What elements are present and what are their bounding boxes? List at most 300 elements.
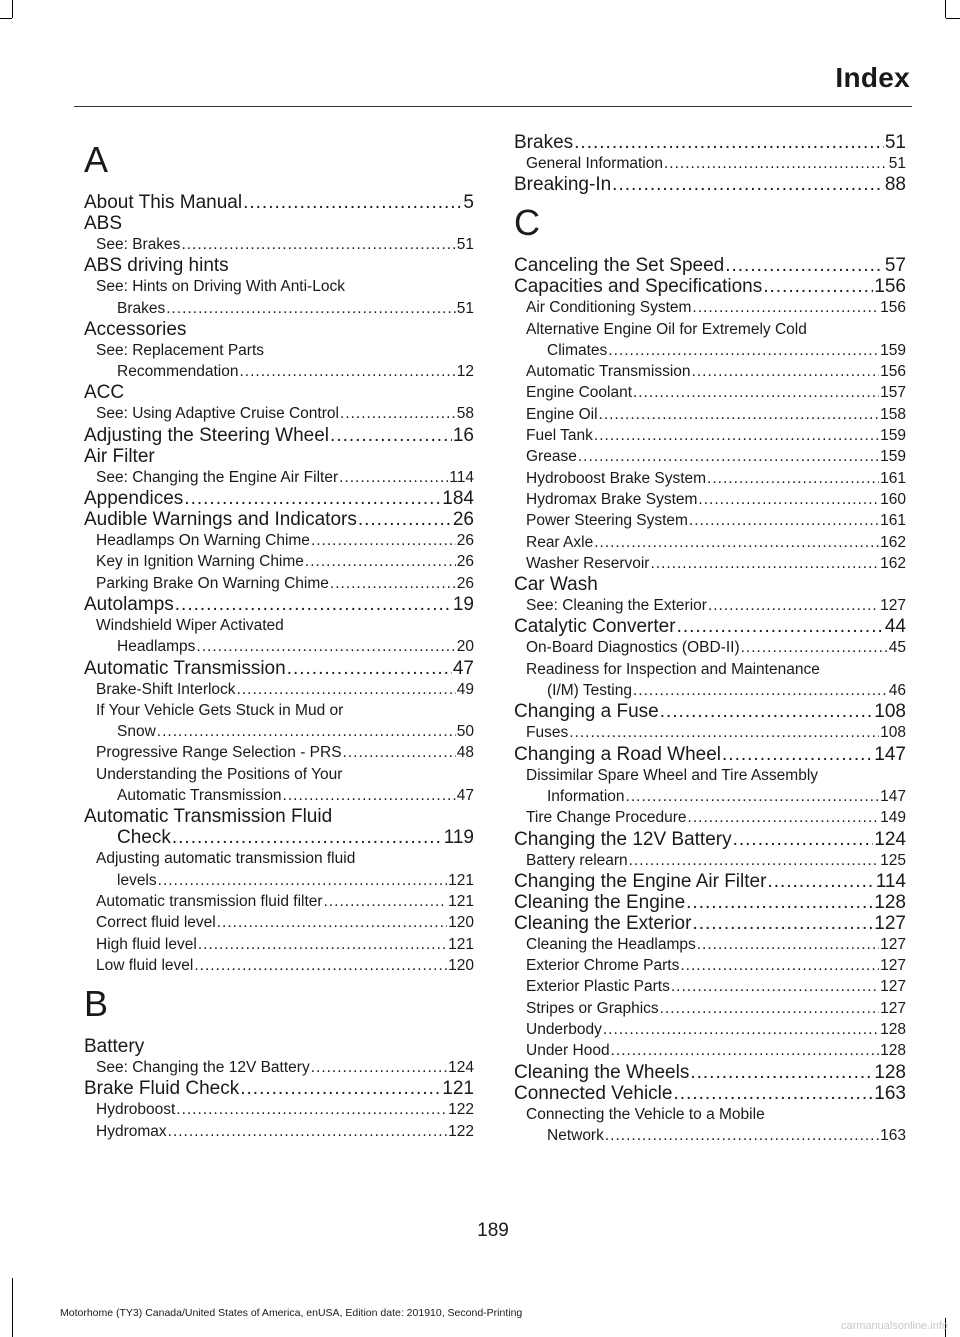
entry-label: Low fluid level [96, 956, 194, 974]
index-subentry[interactable] [514, 404, 906, 425]
dot-leader [629, 850, 879, 866]
entry-page-number: 108 [880, 724, 906, 742]
index-subentry[interactable] [514, 595, 906, 616]
dot-leader [305, 551, 456, 567]
entry-page-number: 159 [880, 448, 906, 466]
entry-label: Cleaning the Engine [514, 891, 686, 913]
index-subentry[interactable] [84, 361, 474, 382]
index-subentry[interactable] [514, 1040, 906, 1061]
entry-page-number: 156 [880, 363, 906, 381]
entry-label: levels [117, 871, 157, 889]
index-entry[interactable] [514, 913, 906, 934]
dot-leader [578, 446, 879, 462]
index-column-right [514, 132, 906, 1146]
dot-leader [612, 174, 884, 193]
entry-page-number: 160 [880, 490, 906, 508]
dot-leader [664, 153, 888, 169]
entry-page-number: 51 [456, 299, 474, 317]
entry-label: Brakes [117, 299, 166, 317]
entry-page-number: 49 [456, 680, 474, 698]
entry-page-number: 114 [875, 870, 906, 892]
entry-page-number: 46 [888, 682, 906, 700]
index-entry[interactable] [84, 1078, 474, 1099]
index-subentry[interactable] [84, 891, 474, 912]
index-subentry[interactable] [84, 1121, 474, 1142]
entry-label: (I/M) Testing [547, 682, 632, 700]
crop-mark [0, 18, 12, 19]
page-title: Index [835, 62, 910, 93]
index-entry[interactable] [514, 616, 906, 637]
entry-page-number: 26 [456, 574, 474, 592]
entry-label: See: Brakes [96, 236, 181, 253]
dot-leader [184, 488, 441, 507]
index-entry[interactable] [84, 827, 474, 848]
entry-page-number: 156 [880, 299, 906, 317]
index-entry[interactable] [514, 829, 906, 850]
entry-page-number: 127 [880, 978, 906, 996]
dot-leader [158, 870, 447, 886]
entry-label: Stripes or Graphics [526, 999, 659, 1017]
entry-label: Key in Ignition Warning Chime [96, 553, 304, 571]
entry-page-number: 57 [884, 255, 906, 277]
entry-page-number: 122 [448, 1101, 474, 1119]
entry-label: Cleaning the Wheels [514, 1061, 690, 1083]
index-subentry[interactable] [514, 489, 906, 510]
crop-mark [945, 0, 946, 18]
entry-label: Underbody [526, 1021, 602, 1039]
entry-page-number: 128 [880, 1021, 906, 1039]
dot-leader [680, 955, 879, 971]
entry-page-number: 127 [880, 957, 906, 975]
dot-leader [707, 468, 879, 484]
entry-label: Brakes [514, 132, 574, 153]
crop-mark [12, 1278, 13, 1337]
entry-page-number: 51 [456, 236, 474, 253]
entry-label: High fluid level [96, 935, 197, 953]
index-subentry[interactable] [84, 573, 474, 594]
entry-page-number: 16 [452, 424, 474, 446]
index-entry[interactable] [514, 132, 906, 153]
index-subentry[interactable] [84, 955, 474, 976]
entry-label: Washer Reservoir [526, 554, 650, 572]
entry-label: See: Cleaning the Exterior [526, 597, 707, 615]
dot-leader [763, 276, 873, 295]
index-subentry[interactable] [84, 721, 474, 742]
dot-leader [343, 742, 456, 758]
entry-page-number: 120 [448, 956, 474, 974]
dot-leader [168, 1121, 447, 1137]
dot-leader [692, 913, 873, 932]
dot-leader [650, 553, 879, 569]
entry-label: Rear Axle [526, 533, 594, 551]
index-entry[interactable] [84, 658, 474, 679]
entry-label: Capacities and Specifications [514, 276, 763, 298]
index-subentry[interactable] [84, 785, 474, 806]
dot-leader [176, 1099, 447, 1115]
dot-leader [741, 637, 888, 653]
dot-leader [733, 829, 874, 848]
entry-label: Canceling the Set Speed [514, 255, 725, 277]
page-number: 189 [477, 1220, 509, 1241]
entry-label: Fuses [526, 724, 569, 742]
index-subentry[interactable] [514, 680, 906, 701]
entry-page-number: 127 [880, 597, 906, 615]
entry-page-number: 5 [463, 192, 474, 213]
dot-leader [689, 510, 879, 526]
entry-page-number: 158 [880, 405, 906, 423]
entry-label: Brake Fluid Check [84, 1078, 240, 1100]
entry-label: Cleaning the Headlamps [526, 935, 696, 953]
index-entry[interactable] [514, 744, 906, 765]
entry-label: Recommendation [117, 363, 239, 381]
entry-page-number: 149 [880, 809, 906, 827]
entry-page-number: 157 [880, 384, 906, 402]
dot-leader [677, 616, 884, 635]
index-subentry[interactable] [514, 1125, 906, 1146]
entry-label: See: Changing the Engine Air Filter [96, 468, 339, 486]
index-heading: ABS [84, 213, 123, 234]
index-subentry[interactable] [514, 361, 906, 382]
dot-leader [673, 1083, 873, 1102]
index-subentry[interactable] [514, 446, 906, 467]
entry-page-number: 156 [874, 276, 906, 298]
dot-leader [608, 340, 879, 356]
entry-page-number: 163 [880, 1126, 906, 1144]
entry-label: Appendices [84, 488, 184, 510]
entry-label: Network [547, 1126, 604, 1144]
dot-leader [311, 530, 456, 546]
index-subheading: Understanding the Positions of Your [96, 765, 343, 783]
entry-page-number: 119 [443, 827, 474, 849]
index-entry[interactable] [514, 701, 906, 722]
entry-page-number: 159 [880, 341, 906, 359]
index-entry[interactable] [514, 255, 906, 276]
entry-page-number: 128 [880, 1042, 906, 1060]
dot-leader [594, 532, 879, 548]
index-subentry[interactable] [84, 742, 474, 763]
index-subheading: Adjusting automatic transmission fluid [96, 850, 356, 868]
dot-leader [698, 489, 879, 505]
index-subentry[interactable] [514, 297, 906, 318]
dot-leader [358, 509, 452, 528]
entry-page-number: 162 [880, 554, 906, 572]
entry-label: See: Using Adaptive Cruise Control [96, 405, 339, 423]
header-rule [74, 106, 912, 107]
entry-label: Tire Change Procedure [526, 809, 687, 827]
index-subentry[interactable] [514, 153, 906, 174]
index-subentry[interactable] [84, 467, 474, 488]
entry-label: Check [117, 827, 171, 849]
index-subheading: See: Hints on Driving With Anti-Lock [96, 278, 345, 296]
entry-page-number: 128 [874, 1061, 906, 1083]
entry-page-number: 51 [884, 132, 906, 153]
dot-leader [690, 1062, 873, 1081]
index-column-left [84, 132, 474, 1142]
entry-page-number: 26 [452, 509, 474, 531]
index-entry[interactable] [514, 276, 906, 297]
entry-page-number: 47 [456, 787, 474, 805]
dot-leader [339, 467, 448, 483]
index-subheading: Dissimilar Spare Wheel and Tire Assembly [526, 766, 819, 784]
entry-page-number: 19 [452, 593, 474, 615]
index-subentry[interactable] [514, 955, 906, 976]
index-entry[interactable] [84, 509, 474, 530]
entry-page-number: 26 [456, 532, 474, 550]
index-subheading: Connecting the Vehicle to a Mobile [526, 1105, 765, 1123]
index-subentry[interactable] [84, 234, 474, 255]
entry-page-number: 161 [880, 512, 906, 530]
index-subentry[interactable] [84, 1099, 474, 1120]
entry-label: See: Changing the 12V Battery [96, 1059, 310, 1077]
index-subheading: If Your Vehicle Gets Stuck in Mud or [96, 701, 344, 719]
section-letter: A [84, 139, 109, 180]
watermark: carmanualsonline.info [840, 1320, 948, 1332]
index-entry[interactable] [514, 174, 906, 195]
index-subentry[interactable] [514, 510, 906, 531]
index-subentry[interactable] [84, 912, 474, 933]
dot-leader [239, 361, 455, 377]
entry-page-number: 114 [449, 468, 474, 486]
index-entry[interactable] [514, 871, 906, 892]
index-heading: ABS driving hints [84, 255, 229, 277]
entry-label: Adjusting the Steering Wheel [84, 424, 330, 446]
entry-label: Climates [547, 341, 608, 359]
index-subentry[interactable] [84, 870, 474, 891]
index-subheading: Alternative Engine Oil for Extremely Cold [526, 320, 807, 338]
index-subentry[interactable] [84, 1057, 474, 1078]
dot-leader [599, 404, 880, 420]
entry-page-number: 88 [884, 174, 906, 196]
entry-page-number: 127 [880, 935, 906, 953]
dot-leader [198, 934, 447, 950]
index-heading: Accessories [84, 318, 187, 340]
dot-leader [660, 998, 879, 1014]
entry-label: Under Hood [526, 1042, 610, 1060]
entry-page-number: 124 [448, 1059, 474, 1077]
dot-leader [594, 425, 879, 441]
entry-page-number: 50 [456, 723, 474, 741]
entry-page-number: 26 [456, 553, 474, 571]
dot-leader [166, 298, 456, 314]
entry-page-number: 122 [448, 1122, 474, 1140]
index-heading: Air Filter [84, 445, 155, 467]
entry-page-number: 121 [442, 1078, 474, 1100]
dot-leader [626, 786, 880, 802]
entry-page-number: 147 [880, 787, 906, 805]
index-heading: Battery [84, 1036, 145, 1058]
entry-label: Catalytic Converter [514, 616, 676, 638]
index-subentry[interactable] [514, 807, 906, 828]
entry-label: General Information [526, 155, 663, 172]
entry-label: Grease [526, 448, 577, 466]
index-subentry[interactable] [514, 340, 906, 361]
index-subentry[interactable] [514, 425, 906, 446]
index-subentry[interactable] [514, 553, 906, 574]
index-subentry[interactable] [514, 850, 906, 871]
entry-page-number: 48 [456, 744, 474, 762]
entry-label: Engine Coolant [526, 384, 632, 402]
entry-label: Autolamps [84, 593, 174, 615]
dot-leader [603, 1019, 879, 1035]
entry-label: Changing the Engine Air Filter [514, 870, 767, 892]
entry-page-number: 159 [880, 427, 906, 445]
entry-label: Progressive Range Selection - PRS [96, 744, 342, 762]
entry-page-number: 108 [874, 701, 906, 723]
entry-label: Information [547, 787, 625, 805]
entry-page-number: 51 [888, 155, 906, 172]
section-letter: B [84, 983, 109, 1025]
dot-leader [569, 722, 879, 738]
entry-label: Headlamps [117, 638, 196, 656]
index-subentry[interactable] [514, 1019, 906, 1040]
dot-leader [697, 934, 879, 950]
entry-label: Exterior Plastic Parts [526, 978, 670, 996]
entry-label: Hydroboost [96, 1101, 176, 1119]
dot-leader [340, 403, 456, 419]
entry-label: Power Steering System [526, 512, 688, 530]
index-subheading: Readiness for Inspection and Maintenance [526, 660, 820, 678]
entry-page-number: 161 [880, 469, 906, 487]
dot-leader [311, 1057, 447, 1073]
entry-label: Breaking-In [514, 174, 612, 196]
entry-label: Automatic Transmission [84, 657, 286, 679]
entry-label: Hydromax Brake System [526, 490, 698, 508]
index-subentry[interactable] [514, 976, 906, 997]
dot-leader [686, 892, 873, 911]
entry-page-number: 44 [884, 616, 906, 638]
entry-label: Correct fluid level [96, 914, 216, 932]
entry-page-number: 45 [888, 639, 906, 657]
entry-label: Automatic Transmission [117, 787, 282, 805]
section-letter: C [514, 202, 540, 244]
dot-leader [283, 785, 456, 801]
entry-label: Connected Vehicle [514, 1082, 673, 1104]
index-subentry[interactable] [84, 679, 474, 700]
entry-label: Fuel Tank [526, 427, 593, 445]
entry-label: Engine Oil [526, 405, 598, 423]
index-entry[interactable] [84, 594, 474, 615]
dot-leader [671, 976, 879, 992]
index-subheading: Windshield Wiper Activated [96, 616, 284, 634]
entry-label: Headlamps On Warning Chime [96, 532, 310, 550]
dot-leader [688, 807, 880, 823]
index-subentry[interactable] [514, 468, 906, 489]
entry-page-number: 12 [456, 363, 474, 381]
entry-label: About This Manual [84, 192, 243, 213]
dot-leader [287, 658, 452, 677]
entry-page-number: 184 [442, 488, 474, 510]
index-subentry[interactable] [514, 722, 906, 743]
dot-leader [175, 594, 452, 613]
entry-label: Parking Brake On Warning Chime [96, 574, 329, 592]
entry-label: Audible Warnings and Indicators [84, 509, 357, 531]
entry-label: On-Board Diagnostics (OBD-II) [526, 639, 740, 657]
entry-page-number: 162 [880, 533, 906, 551]
crop-mark [12, 0, 13, 18]
dot-leader [330, 573, 456, 589]
index-entry[interactable] [514, 1062, 906, 1083]
index-entry[interactable] [514, 892, 906, 913]
dot-leader [574, 132, 884, 151]
index-heading: ACC [84, 382, 125, 404]
entry-label: Snow [117, 723, 156, 741]
dot-leader [611, 1040, 880, 1056]
entry-page-number: 121 [448, 935, 474, 953]
entry-page-number: 128 [874, 891, 906, 913]
entry-label: Brake-Shift Interlock [96, 680, 236, 698]
dot-leader [725, 255, 884, 274]
dot-leader [237, 679, 456, 695]
index-entry[interactable] [84, 425, 474, 446]
entry-page-number: 121 [448, 871, 474, 889]
entry-page-number: 58 [456, 405, 474, 423]
dot-leader [660, 701, 874, 720]
entry-label: Automatic transmission fluid filter [96, 892, 323, 910]
entry-page-number: 127 [874, 912, 906, 934]
entry-page-number: 20 [456, 638, 474, 656]
index-heading: Car Wash [514, 574, 598, 596]
dot-leader [692, 361, 880, 377]
dot-leader [243, 192, 462, 211]
dot-leader [194, 955, 447, 971]
dot-leader [692, 297, 879, 313]
index-subentry[interactable] [514, 786, 906, 807]
crop-mark [946, 18, 960, 19]
entry-page-number: 124 [874, 828, 906, 850]
index-subentry[interactable] [84, 530, 474, 551]
dot-leader [196, 636, 455, 652]
dot-leader [767, 871, 874, 890]
entry-label: Changing the 12V Battery [514, 828, 732, 850]
index-entry[interactable] [84, 192, 474, 213]
index-subentry[interactable] [514, 934, 906, 955]
entry-label: Automatic Transmission [526, 363, 691, 381]
entry-page-number: 147 [874, 743, 906, 765]
index-subentry[interactable] [84, 636, 474, 657]
dot-leader [708, 595, 879, 611]
dot-leader [330, 425, 452, 444]
entry-label: Hydroboost Brake System [526, 469, 707, 487]
dot-leader [722, 744, 873, 763]
index-subentry[interactable] [514, 637, 906, 658]
index-entry[interactable] [514, 1083, 906, 1104]
entry-label: Changing a Fuse [514, 701, 659, 723]
dot-leader [217, 912, 447, 928]
dot-leader [324, 891, 448, 907]
index-subentry[interactable] [84, 298, 474, 319]
index-subheading: See: Replacement Parts [96, 341, 265, 359]
dot-leader [240, 1078, 441, 1097]
index-subentry[interactable] [514, 998, 906, 1019]
index-subentry[interactable] [84, 403, 474, 424]
entry-page-number: 127 [880, 999, 906, 1017]
index-heading: Automatic Transmission Fluid [84, 806, 333, 828]
entry-page-number: 120 [448, 914, 474, 932]
edition-line: Motorhome (TY3) Canada/United States of America, enUSA, Edition date: 201910, Second-Printing [60, 1307, 523, 1319]
index-entry[interactable] [84, 488, 474, 509]
index-subentry[interactable] [514, 532, 906, 553]
dot-leader [172, 827, 443, 846]
dot-leader [157, 721, 456, 737]
dot-leader [633, 382, 879, 398]
dot-leader [181, 234, 455, 250]
dot-leader [605, 1125, 879, 1141]
index-subentry[interactable] [84, 934, 474, 955]
index-subentry[interactable] [514, 382, 906, 403]
entry-label: Hydromax [96, 1122, 167, 1140]
dot-leader [633, 680, 888, 696]
index-subentry[interactable] [84, 551, 474, 572]
